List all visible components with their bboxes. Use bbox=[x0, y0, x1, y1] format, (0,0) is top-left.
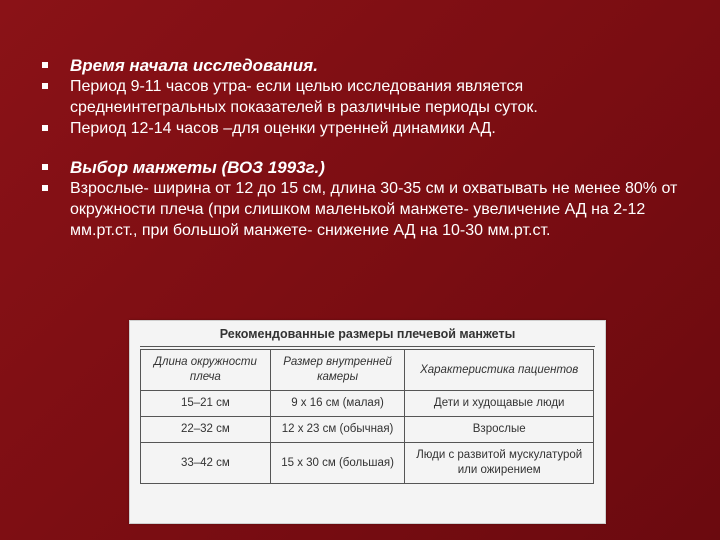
bullet-heading-cuff bbox=[40, 157, 680, 178]
table-header-row bbox=[141, 350, 594, 391]
table-cell: Дети и худощавые люди bbox=[405, 391, 594, 417]
square-bullet-icon bbox=[42, 83, 48, 89]
square-bullet-icon bbox=[42, 125, 48, 131]
bullet-item bbox=[40, 118, 680, 139]
bullet-heading-time bbox=[40, 55, 680, 76]
square-bullet-icon bbox=[42, 62, 48, 68]
table-cell: 9 х 16 см (малая) bbox=[270, 391, 405, 417]
cuff-size-table-image bbox=[129, 320, 606, 524]
table-cell: 15 х 30 см (большая) bbox=[270, 443, 405, 484]
square-bullet-icon bbox=[42, 185, 48, 191]
table-row bbox=[141, 443, 594, 484]
bullet-item bbox=[40, 178, 680, 241]
table-row bbox=[141, 417, 594, 443]
square-bullet-icon bbox=[42, 164, 48, 170]
column-header: Длина окружности плеча bbox=[141, 350, 271, 391]
table-cell: 15–21 см bbox=[141, 391, 271, 417]
bullet-item bbox=[40, 76, 680, 118]
table-cell: Взрослые bbox=[405, 417, 594, 443]
table-cell: 12 х 23 см (обычная) bbox=[270, 417, 405, 443]
table-cell: 33–42 см bbox=[141, 443, 271, 484]
bullet-text: Период 12-14 часов –для оценки утренней динамики АД. bbox=[70, 120, 496, 137]
bullet-text: Выбор манжеты (ВОЗ 1993г.) bbox=[70, 158, 325, 177]
bullet-list bbox=[40, 55, 680, 241]
cuff-size-table bbox=[140, 349, 594, 484]
table-cell: Люди с развитой мускулатурой или ожирением bbox=[405, 443, 594, 484]
bullet-text: Время начала исследования. bbox=[70, 56, 318, 75]
table-row bbox=[141, 391, 594, 417]
column-header: Характеристика пациентов bbox=[405, 350, 594, 391]
bullet-text: Период 9-11 часов утра- если целью исследования является среднеинтегральных показателей в различные периоды суток. bbox=[70, 78, 538, 116]
bullet-text: Взрослые- ширина от 12 до 15 см, длина 30-35 см и охватывать не менее 80% от окружности плеча (при слишком маленькой манжете- увеличение АД на 2-12 мм.рт.ст., при большой манжете- снижение АД на 10-30 мм.рт.ст. bbox=[70, 180, 678, 239]
table-title: Рекомендованные размеры плечевой манжеты bbox=[219, 327, 516, 341]
table-cell: 22–32 см bbox=[141, 417, 271, 443]
column-header: Размер внутренней камеры bbox=[270, 350, 405, 391]
